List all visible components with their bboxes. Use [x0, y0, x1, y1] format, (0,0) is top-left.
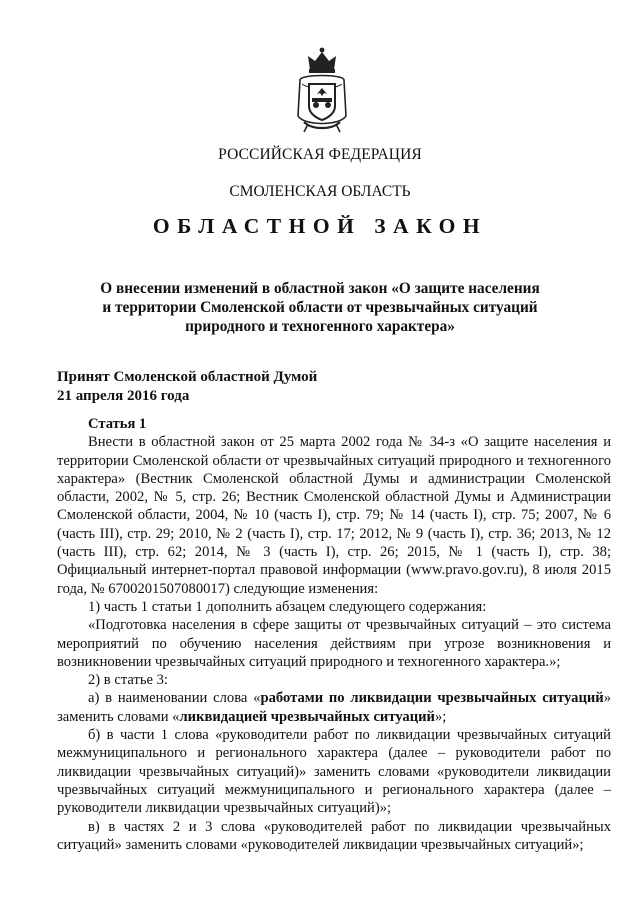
coat-of-arms-icon: [290, 44, 354, 134]
country-heading: РОССИЙСКАЯ ФЕДЕРАЦИЯ: [218, 146, 422, 163]
subtitle-line: О внесении изменений в областной закон «О защите населения: [100, 280, 540, 297]
item-2a-bold-new: ликвидацией чрезвычайных ситуаций: [179, 708, 435, 725]
subtitle-line: природного и техногенного характера»: [185, 318, 455, 335]
document-type-title: ОБЛАСТНОЙ ЗАКОН: [152, 214, 488, 238]
subtitle-line: и территории Смоленской области от чрезвычайных ситуаций: [102, 299, 538, 316]
item-2a-text: » заменить словами «: [57, 690, 611, 725]
item-2a-text: а) в наименовании слова «: [88, 690, 261, 707]
item-2c: в) в частях 2 и 3 слова «руководителей работ по ликвидации чрезвычайных ситуаций» заменить словами «руководителей ликвидации чрезвычайных ситуаций»;: [57, 818, 611, 853]
article-title: Статья 1: [88, 416, 147, 432]
adoption-info: [57, 368, 317, 406]
item-2a-bold-old: работами по ликвидации чрезвычайных ситуаций: [260, 690, 604, 707]
item-1-quote: «Подготовка населения в сфере защиты от чрезвычайных ситуаций – это система мероприятий по обучению населения действиям при угрозе возникновения и возникновении чрезвычайных ситуаций природного и техногенного характера.»;: [57, 617, 611, 670]
item-2b: б) в части 1 слова «руководители работ по ликвидации чрезвычайных ситуаций межмуниципального и регионального характера (далее – руководители работ по ликвидации чрезвычайных ситуаций)» заменить словами «руководители ликвидации чрезвычайных ситуаций межмуниципального и регионального характера (далее – руководители ликвидации чрезвычайных ситуаций)»;: [57, 727, 611, 817]
item-1: 1) часть 1 статьи 1 дополнить абзацем следующего содержания:: [88, 598, 487, 615]
item-2a: [57, 689, 611, 726]
law-body: [57, 415, 611, 854]
adoption-body: Принят Смоленской областной Думой: [57, 369, 318, 385]
region-heading: СМОЛЕНСКАЯ ОБЛАСТЬ: [229, 183, 411, 200]
item-2: 2) в статье 3:: [88, 672, 168, 689]
item-2a-text: »;: [434, 708, 447, 725]
adoption-date: 21 апреля 2016 года: [57, 388, 190, 404]
article-intro: Внести в областной закон от 25 марта 2002 года № 34-з «О защите населения и территории Смоленской области от чрезвычайных ситуаций природного и техногенного характера» (Вестник Смоленской областной Думы и администрации Смоленской области, 2002, № 5, стр. 26; Вестник Смоленской областной Думы и Администрации Смоленской области, 2004, № 10 (часть I), стр. 79; № 14 (часть I), стр. 75; 2007, № 6 (часть III), стр. 29; 2010, № 2 (часть I), стр. 17; 2012, № 9 (часть I), стр. 36; 2013, № 12 (часть III), стр. 62; 2014, № 3 (часть I), стр. 26; 2015, № 1 (часть I), стр. 38; Официальный интернет-портал правовой информации (www.pravo.gov.ru), 8 июля 2015 года, № 6700201507080017) следующие изменения:: [57, 434, 611, 597]
law-subtitle: [0, 279, 640, 336]
